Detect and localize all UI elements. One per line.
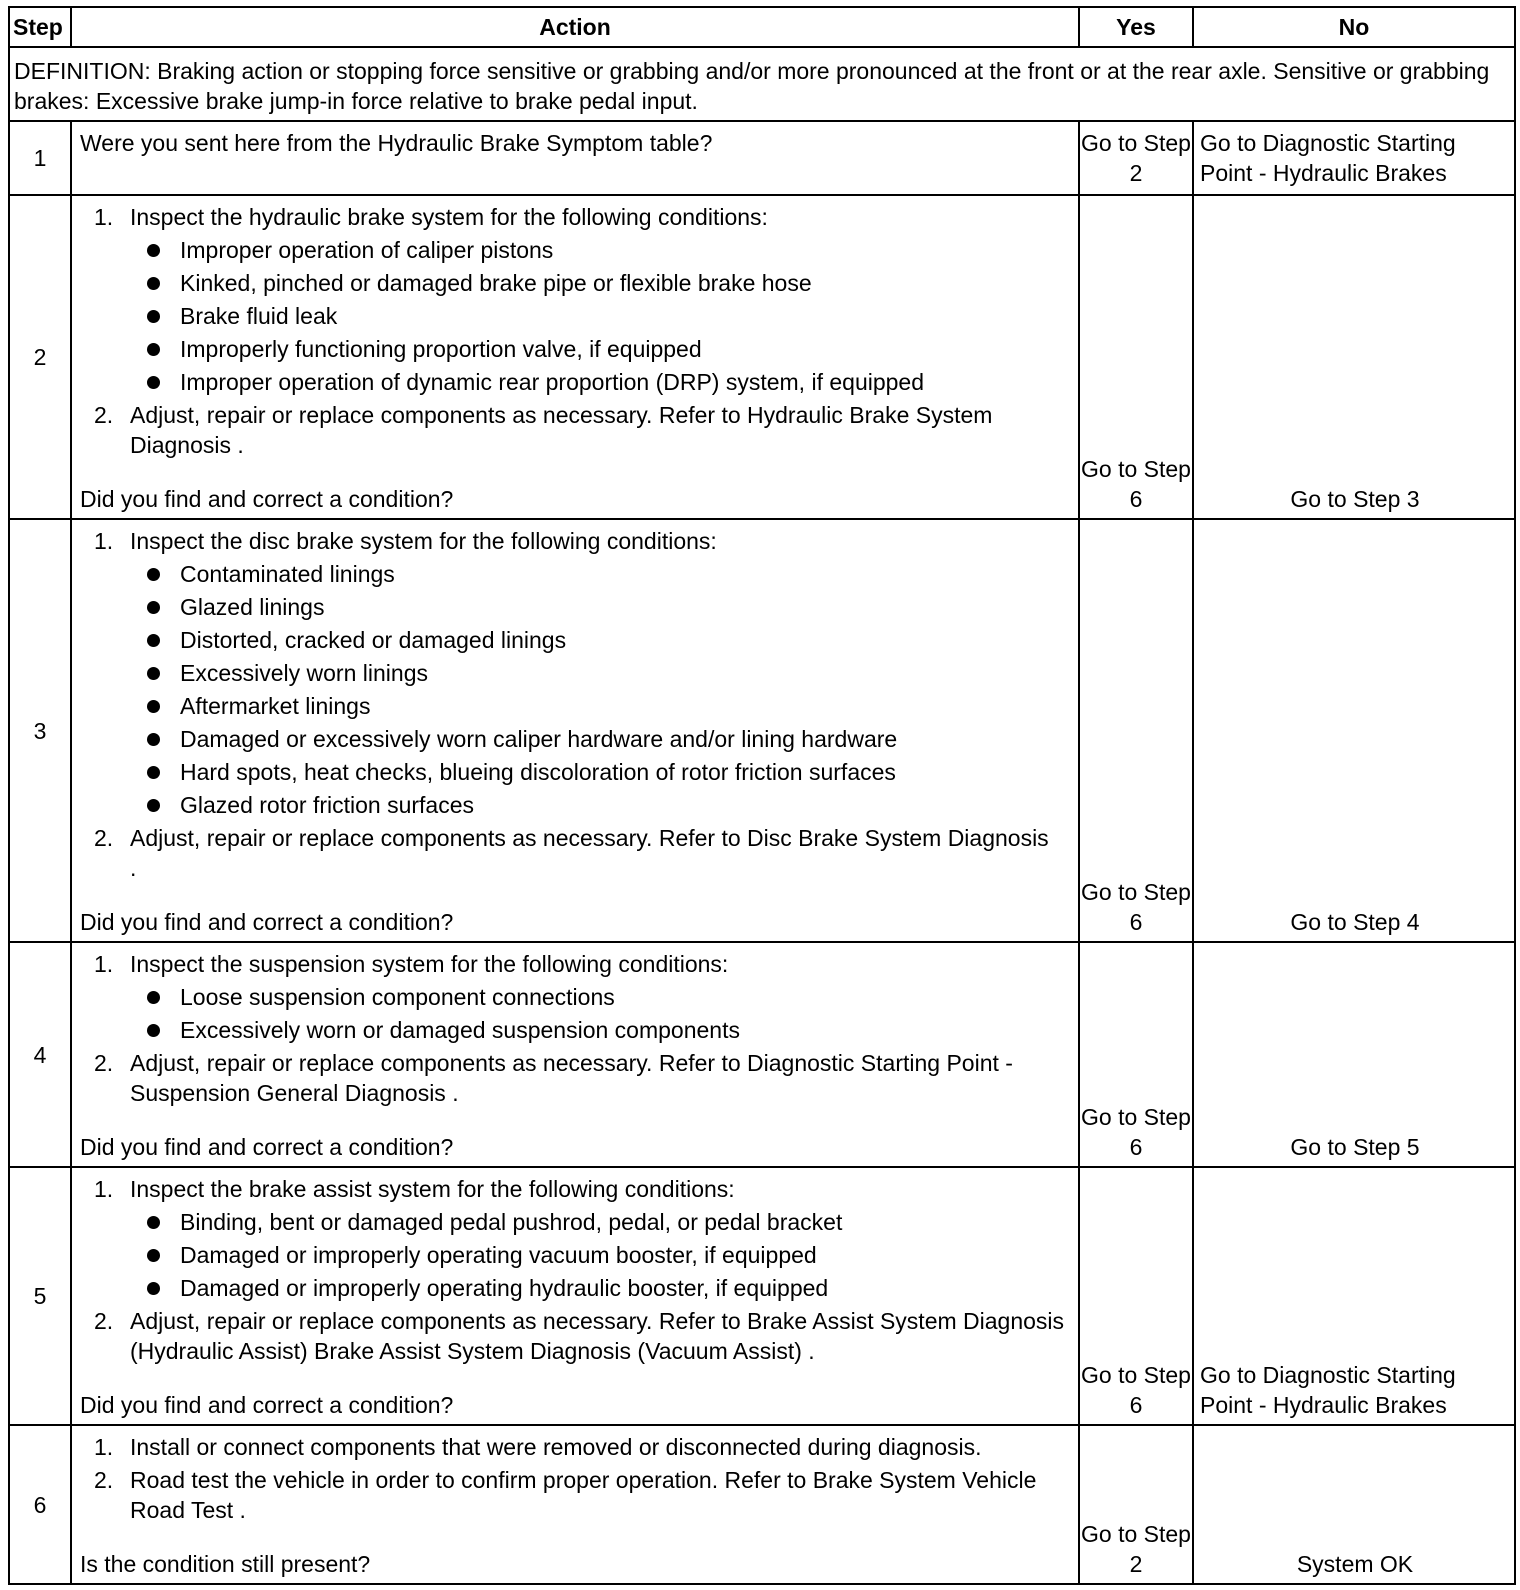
no-cell: Go to Step 4 xyxy=(1193,519,1515,942)
yes-cell: Go to Step 2 xyxy=(1079,121,1193,195)
step-question: Were you sent here from the Hydraulic Brake Symptom table? xyxy=(80,130,713,156)
list-item: 1. Inspect the suspension system for the following conditions: xyxy=(94,951,729,977)
list-item: 2. Adjust, repair or replace components as necessary. Refer to Hydraulic Brake System Diagnosis . xyxy=(94,402,993,458)
bullet-item: Loose suspension component connections xyxy=(80,982,1072,1012)
list-item: 1. Install or connect components that were removed or disconnected during diagnosis. xyxy=(94,1434,982,1460)
header-no: No xyxy=(1193,7,1515,47)
step-action xyxy=(71,195,1079,519)
table-row xyxy=(9,195,1515,519)
yes-cell: Go to Step 6 xyxy=(1079,519,1193,942)
bullet-item: Excessively worn linings xyxy=(80,658,1072,688)
step-number: 1 xyxy=(9,121,71,195)
no-cell: Go to Step 3 xyxy=(1193,195,1515,519)
step-number: 3 xyxy=(9,519,71,942)
bullet-item: Binding, bent or damaged pedal pushrod, pedal, or pedal bracket xyxy=(80,1207,1072,1237)
list-item: 1. Inspect the disc brake system for the following conditions: xyxy=(94,528,717,554)
step-number: 4 xyxy=(9,942,71,1167)
table-row xyxy=(9,1425,1515,1584)
table-row xyxy=(9,942,1515,1167)
bullet-item: Damaged or improperly operating vacuum booster, if equipped xyxy=(80,1240,1072,1270)
list-item: 2. Road test the vehicle in order to confirm proper operation. Refer to Brake System Vehicle Road Test . xyxy=(94,1467,1037,1523)
definition-text: DEFINITION: Braking action or stopping force sensitive or grabbing and/or more pronounced at the front or at the rear axle. Sensitive or grabbing brakes: Excessive brake jump-in force relative to brake pedal input. xyxy=(9,47,1515,121)
step-number: 6 xyxy=(9,1425,71,1584)
no-cell: Go to Diagnostic Starting Point - Hydraulic Brakes xyxy=(1193,1167,1515,1425)
bullet-item: Brake fluid leak xyxy=(80,301,1072,331)
bullet-item: Excessively worn or damaged suspension components xyxy=(80,1015,1072,1045)
step-question: Is the condition still present? xyxy=(80,1551,371,1577)
yes-cell: Go to Step 6 xyxy=(1079,1167,1193,1425)
step-question: Did you find and correct a condition? xyxy=(80,1134,454,1160)
table-row xyxy=(9,519,1515,942)
step-question: Did you find and correct a condition? xyxy=(80,486,454,512)
no-cell: Go to Diagnostic Starting Point - Hydraulic Brakes xyxy=(1193,121,1515,195)
definition-row xyxy=(9,47,1515,121)
bullet-item: Improperly functioning proportion valve, if equipped xyxy=(80,334,1072,364)
table-row xyxy=(9,121,1515,195)
header-row xyxy=(9,7,1515,47)
yes-cell: Go to Step 6 xyxy=(1079,195,1193,519)
header-step: Step xyxy=(9,7,71,47)
bullet-item: Aftermarket linings xyxy=(80,691,1072,721)
list-item: 1. Inspect the brake assist system for the following conditions: xyxy=(94,1176,735,1202)
yes-cell: Go to Step 2 xyxy=(1079,1425,1193,1584)
header-action: Action xyxy=(71,7,1079,47)
bullet-item: Improper operation of caliper pistons xyxy=(80,235,1072,265)
bullet-item: Damaged or excessively worn caliper hardware and/or lining hardware xyxy=(80,724,1072,754)
step-question: Did you find and correct a condition? xyxy=(80,1392,454,1418)
bullet-item: Hard spots, heat checks, blueing discoloration of rotor friction surfaces xyxy=(80,757,1072,787)
bullet-item: Kinked, pinched or damaged brake pipe or flexible brake hose xyxy=(80,268,1072,298)
table-row xyxy=(9,1167,1515,1425)
step-action xyxy=(71,942,1079,1167)
bullet-item: Glazed rotor friction surfaces xyxy=(80,790,1072,820)
step-action xyxy=(71,1425,1079,1584)
list-item: 2. Adjust, repair or replace components as necessary. Refer to Disc Brake System Diagnosis . xyxy=(94,825,1049,881)
list-item: 1. Inspect the hydraulic brake system for the following conditions: xyxy=(94,204,768,230)
diagnostic-table xyxy=(8,6,1516,1585)
list-item: 2. Adjust, repair or replace components as necessary. Refer to Brake Assist System Diagnosis (Hydraulic Assist) Brake Assist System Diagnosis (Vacuum Assist) . xyxy=(94,1308,1065,1364)
step-number: 2 xyxy=(9,195,71,519)
step-question: Did you find and correct a condition? xyxy=(80,909,454,935)
no-cell: Go to Step 5 xyxy=(1193,942,1515,1167)
step-action xyxy=(71,519,1079,942)
bullet-item: Distorted, cracked or damaged linings xyxy=(80,625,1072,655)
bullet-item: Improper operation of dynamic rear proportion (DRP) system, if equipped xyxy=(80,367,1072,397)
no-cell: System OK xyxy=(1193,1425,1515,1584)
step-action xyxy=(71,1167,1079,1425)
step-number: 5 xyxy=(9,1167,71,1425)
list-item: 2. Adjust, repair or replace components as necessary. Refer to Diagnostic Starting Point - Suspension General Diagnosis . xyxy=(94,1050,1013,1106)
header-yes: Yes xyxy=(1079,7,1193,47)
bullet-item: Contaminated linings xyxy=(80,559,1072,589)
bullet-item: Glazed linings xyxy=(80,592,1072,622)
bullet-item: Damaged or improperly operating hydraulic booster, if equipped xyxy=(80,1273,1072,1303)
step-action xyxy=(71,121,1079,195)
yes-cell: Go to Step 6 xyxy=(1079,942,1193,1167)
